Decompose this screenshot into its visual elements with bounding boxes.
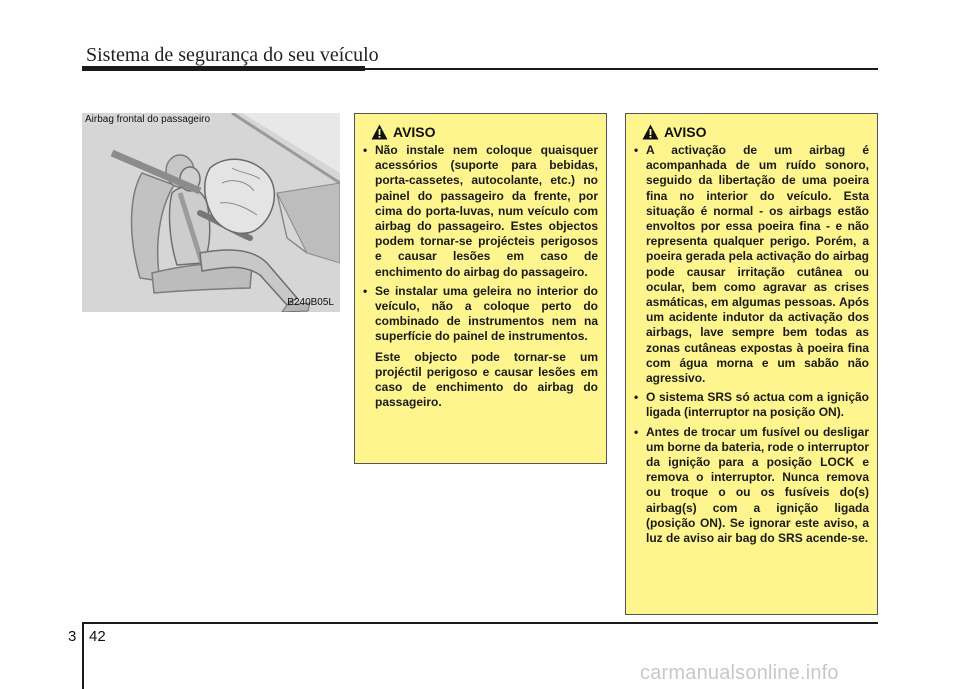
bullet: • [634, 143, 639, 157]
bullet: • [363, 143, 368, 157]
warning-heading-text: AVISO [664, 124, 707, 140]
warning-heading [371, 124, 598, 140]
bullet: • [634, 424, 639, 439]
warning-box-right [625, 113, 878, 615]
list-item [634, 390, 869, 420]
watermark: carmanualsonline.info [640, 662, 839, 684]
header-rule-thin [365, 68, 878, 70]
footer-rule-horizontal [82, 622, 878, 624]
airbag-illustration-icon [82, 113, 340, 312]
warning-heading-text: AVISO [393, 124, 436, 140]
list-item [363, 284, 598, 411]
warning-list [363, 143, 598, 410]
airbag-figure [82, 113, 340, 312]
list-item-text: Se instalar uma geleira no interior do veículo, não a coloque perto do combinado de instrumentos nem na superfície do painel de instrumentos. [375, 283, 598, 344]
warning-triangle-icon [642, 124, 659, 140]
bullet: • [634, 390, 639, 405]
warning-list [634, 143, 869, 546]
warning-box-left [354, 113, 607, 464]
warning-triangle-icon [371, 124, 388, 140]
list-item [363, 143, 598, 280]
bullet: • [363, 283, 368, 298]
page-number: 42 [89, 628, 106, 645]
list-item-text: Não instale nem coloque quaisquer acessórios (suporte para bebidas, porta-cassetes, autocolante, etc.) no painel do passageiro da frente, por cima do porta-luvas, num veículo com airbag do passageiro. Estes objectos podem tornar-se projécteis perigosos e causar lesões em caso de enchimento do airbag do passageiro. [375, 143, 598, 279]
warning-heading [642, 124, 869, 140]
list-item-text: A activação de um airbag é acompanhada de um ruído sonoro, seguido da libertação de uma poeira fina no interior do veículo. Esta situação é normal - os airbags estão envoltos por essa poeira fina - e não representa qualquer perigo. Porém, a poeira gerada pela activação do airbag pode causar irritação cutânea ou ocular, bem como agravar as crises asmáticas, em algumas pessoas. Após um acidente indutor da activação dos airbags, lave sempre bem todas as zonas cutâneas expostas à poeira fina com água morna e um sabão não agressivo. [646, 143, 869, 386]
figure-caption: Airbag frontal do passageiro [84, 114, 213, 125]
list-item-extra-text: Este objecto pode tornar-se um projéctil perigoso e causar lesões em caso de enchimento do airbag do passageiro. [375, 349, 598, 410]
figure-code: B240B05L [287, 297, 334, 308]
footer-rule-vertical [82, 622, 84, 689]
list-item-text: Antes de trocar um fusível ou desligar um borne da bateria, rode o interruptor da ignição para a posição LOCK e remova o interruptor. Nunca remova ou troque o ou os fusíveis do(s) airbag(s) com a ignição ligada (posição ON). Se ignorar este aviso, a luz de aviso air bag do SRS acende-se. [646, 424, 869, 546]
list-item [634, 143, 869, 386]
header-rule-thick [82, 66, 365, 71]
list-item-text: O sistema SRS só actua com a ignição ligada (interruptor na posição ON). [646, 390, 869, 420]
page-header-title: Sistema de segurança do seu veículo [86, 44, 379, 66]
section-number: 3 [68, 628, 77, 645]
list-item [634, 425, 869, 547]
